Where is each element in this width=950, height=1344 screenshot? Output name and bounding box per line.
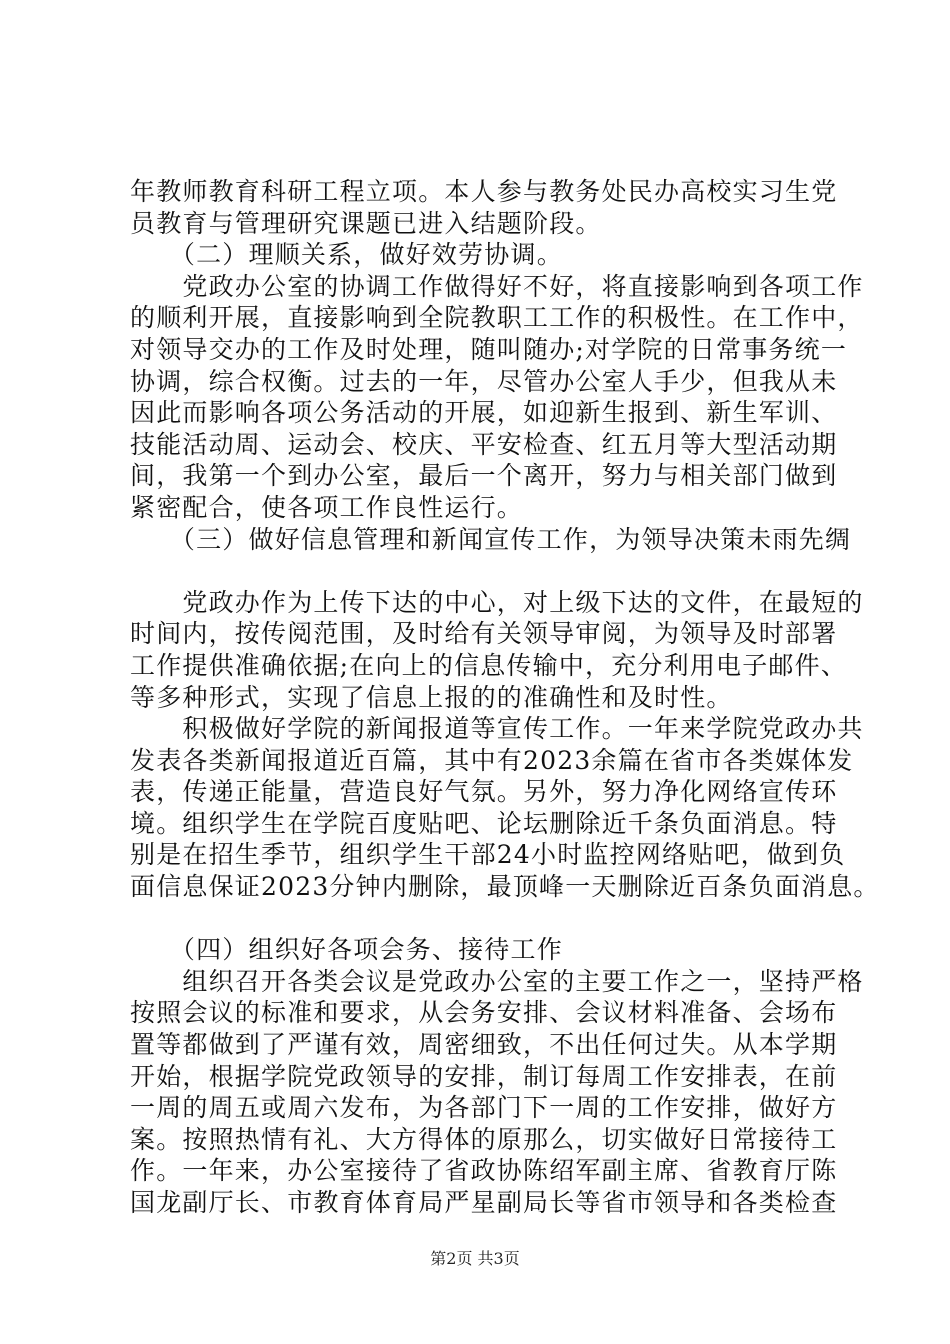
- text-line: 面信息保证2023分钟内删除，最顶峰一天删除近百条负面消息。: [130, 872, 880, 902]
- text-line: 工作提供准确依据;在向上的信息传输中，充分利用电子邮件、: [130, 650, 848, 680]
- text-line: 境。组织学生在学院百度贴吧、论坛删除近千条负面消息。特: [130, 808, 838, 838]
- text-line: （三）做好信息管理和新闻宣传工作，为领导决策未雨先绸: [130, 524, 852, 554]
- text-line: 协调，综合权衡。过去的一年，尽管办公室人手少，但我从未: [130, 366, 838, 396]
- text-line: （二）理顺关系，做好效劳协调。: [130, 240, 563, 270]
- text-line: 组织召开各类会议是党政办公室的主要工作之一，坚持严格: [130, 966, 864, 996]
- text-line: 积极做好学院的新闻报道等宣传工作。一年来学院党政办共: [130, 714, 864, 744]
- text-line: 发表各类新闻报道近百篇，其中有2023余篇在省市各类媒体发: [130, 745, 854, 775]
- text-line: 按照会议的标准和要求，从会务安排、会议材料准备、会场布: [130, 998, 838, 1028]
- text-line: 置等都做到了严谨有效，周密细致，不出任何过失。从本学期: [130, 1030, 838, 1060]
- text-line: 等多种形式，实现了信息上报的的准确性和及时性。: [130, 682, 733, 712]
- blank-line: [130, 903, 842, 935]
- text-line: 对领导交办的工作及时处理，随叫随办;对学院的日常事务统一: [130, 334, 848, 364]
- text-line: 年教师教育科研工程立项。本人参与教务处民办高校实习生党: [130, 177, 838, 206]
- text-line: 的顺利开展，直接影响到全院教职工工作的积极性。在工作中，: [130, 303, 864, 333]
- blank-line: [130, 555, 842, 587]
- text-line: 作。一年来，办公室接待了省政协陈绍军副主席、省教育厅陈: [130, 1156, 838, 1186]
- text-line: （四）组织好各项会务、接待工作: [130, 935, 563, 965]
- text-line: 紧密配合，使各项工作良性运行。: [130, 492, 524, 522]
- text-line: 员教育与管理研究课题已进入结题阶段。: [130, 208, 602, 238]
- text-line: 党政办作为上传下达的中心，对上级下达的文件，在最短的: [130, 587, 864, 617]
- text-line: 时间内，按传阅范围，及时给有关领导审阅，为领导及时部署: [130, 619, 838, 649]
- document-body: [130, 176, 880, 1219]
- text-line: 国龙副厅长、市教育体育局严星副局长等省市领导和各类检查: [130, 1188, 838, 1217]
- text-line: 开始，根据学院党政领导的安排，制订每周工作安排表，在前: [130, 1061, 838, 1091]
- text-line: 党政办公室的协调工作做得好不好，将直接影响到各项工作: [130, 271, 864, 301]
- text-line: 一周的周五或周六发布，为各部门下一周的工作安排，做好方: [130, 1093, 838, 1123]
- text-line: 因此而影响各项公务活动的开展，如迎新生报到、新生军训、: [130, 398, 838, 428]
- text-line: 技能活动周、运动会、校庆、平安检查、红五月等大型活动期: [130, 429, 838, 459]
- page-footer: 第2页 共3页: [430, 1249, 520, 1268]
- text-line: 案。按照热情有礼、大方得体的原那么，切实做好日常接待工: [130, 1124, 838, 1154]
- text-line: 别是在招生季节，组织学生干部24小时监控网络贴吧，做到负: [130, 840, 846, 870]
- text-line: 间，我第一个到办公室，最后一个离开，努力与相关部门做到: [130, 461, 838, 491]
- text-line: 表，传递正能量，营造良好气氛。另外，努力净化网络宣传环: [130, 777, 838, 807]
